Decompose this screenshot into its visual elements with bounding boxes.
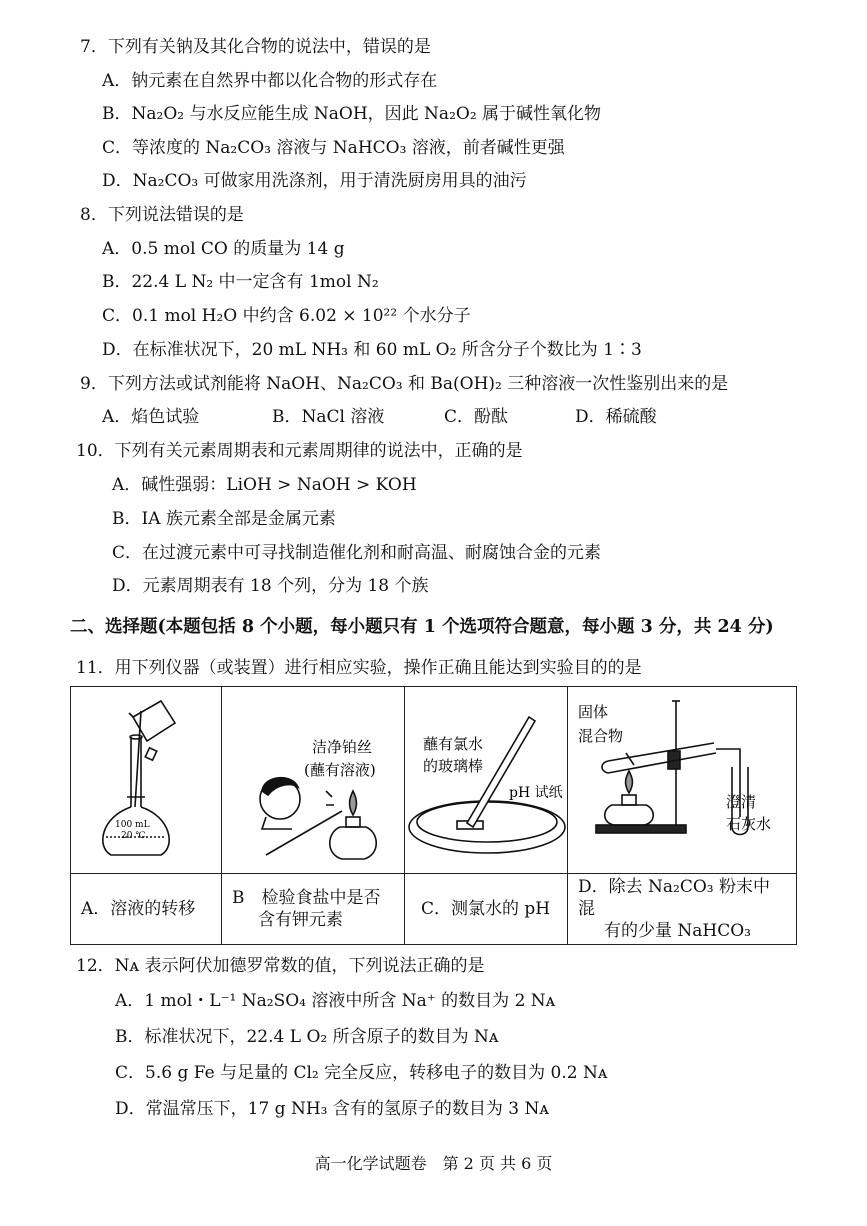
figure-a-mark-volume: 100 mL (115, 820, 150, 830)
caption-a-text: A．溶液的转移 (81, 899, 196, 919)
q9-option-c: C．酚酞 (444, 407, 509, 427)
caption-a (71, 874, 222, 945)
q12-stem: 12．Nᴀ 表示阿伏加德罗常数的值，下列说法正确的是 (76, 956, 485, 976)
q11-figure-table (70, 686, 797, 945)
q7-option-c: C．等浓度的 Na₂CO₃ 溶液与 NaHCO₃ 溶液，前者碱性更强 (102, 138, 565, 158)
figure-c-label-rod: 的玻璃棒 (423, 757, 484, 775)
caption-d-line2: 有的少量 NaHCO₃ (604, 921, 751, 941)
q12-option-c: C．5.6 g Fe 与足量的 Cl₂ 完全反应，转移电子的数目为 0.2 Nᴀ (115, 1063, 608, 1083)
caption-b-line2: 含有钾元素 (258, 910, 343, 930)
page-footer: 高一化学试题卷 第 2 页 共 6 页 (314, 1154, 553, 1173)
figure-b-label-solution: (蘸有溶液) (304, 761, 376, 779)
q7-option-d: D．Na₂CO₃ 可做家用洗涤剂，用于清洗厨房用具的油污 (102, 171, 527, 191)
figure-c-ph-test (405, 687, 568, 874)
figure-d-heating-apparatus (568, 687, 797, 874)
q9-stem: 9．下列方法或试剂能将 NaOH、Na₂CO₃ 和 Ba(OH)₂ 三种溶液一次性鉴别出来的是 (80, 374, 729, 394)
q8-option-b: B．22.4 L N₂ 中一定含有 1mol N₂ (102, 272, 379, 292)
q12-option-a: A．1 mol・L⁻¹ Na₂SO₄ 溶液中所含 Na⁺ 的数目为 2 Nᴀ (115, 991, 556, 1011)
q10-option-b: B．IA 族元素全部是金属元素 (112, 509, 336, 529)
figure-a-volumetric-flask (71, 687, 222, 874)
figure-c-label-chlorine: 蘸有氯水 (423, 735, 484, 753)
figure-d-label-clear: 澄清 (726, 793, 757, 811)
figure-d-label-solid: 固体 (578, 703, 609, 721)
caption-b-line1: B 检验食盐中是否 (232, 888, 381, 908)
q8-stem: 8．下列说法错误的是 (80, 205, 244, 225)
q11-stem: 11．用下列仪器（或装置）进行相应实验，操作正确且能达到实验目的的是 (76, 658, 642, 678)
caption-c-text: C．测氯水的 pH (421, 899, 551, 919)
q10-option-a: A．碱性强弱：LiOH > NaOH > KOH (112, 475, 417, 495)
figure-a-mark-temp: 20 ℃ (121, 831, 146, 841)
q7-stem: 7．下列有关钠及其化合物的说法中，错误的是 (80, 37, 431, 57)
q8-option-d: D．在标准状况下，20 mL NH₃ 和 60 mL O₂ 所含分子个数比为 1∶3 (102, 340, 642, 360)
q12-option-d: D．常温常压下，17 g NH₃ 含有的氢原子的数目为 3 Nᴀ (115, 1099, 549, 1119)
caption-d-line1: D．除去 Na₂CO₃ 粉末中混 (578, 877, 771, 919)
q10-option-d: D．元素周期表有 18 个列，分为 18 个族 (112, 576, 429, 596)
q10-option-c: C．在过渡元素中可寻找制造催化剂和耐高温、耐腐蚀合金的元素 (112, 543, 602, 563)
q12-option-b: B．标准状况下，22.4 L O₂ 所含原子的数目为 Nᴀ (115, 1027, 499, 1047)
figure-d-label-mixture: 混合物 (578, 727, 624, 745)
q7-option-b: B．Na₂O₂ 与水反应能生成 NaOH，因此 Na₂O₂ 属于碱性氧化物 (102, 104, 602, 124)
q8-option-c: C．0.1 mol H₂O 中约含 6.02 × 10²² 个水分子 (102, 306, 471, 326)
caption-d (568, 874, 797, 945)
q9-option-a: A．焰色试验 (102, 407, 200, 427)
figure-b-flame-test (222, 687, 405, 874)
caption-b (222, 874, 405, 945)
q10-stem: 10．下列有关元素周期表和元素周期律的说法中，正确的是 (76, 441, 523, 461)
caption-c (405, 874, 568, 945)
figure-c-label-ph-paper: pH 试纸 (509, 785, 563, 801)
q7-option-a: A．钠元素在自然界中都以化合物的形式存在 (102, 71, 438, 91)
figure-d-label-limewater: 石灰水 (726, 815, 772, 833)
figure-b-label-wire: 洁净铂丝 (312, 738, 373, 756)
q8-option-a: A．0.5 mol CO 的质量为 14 g (102, 239, 345, 259)
q9-option-d: D．稀硫酸 (575, 407, 657, 427)
section-2-heading: 二、选择题(本题包括 8 个小题，每小题只有 1 个选项符合题意，每小题 3 分，共 24 分) (70, 617, 774, 637)
q9-option-b: B．NaCl 溶液 (272, 407, 385, 427)
